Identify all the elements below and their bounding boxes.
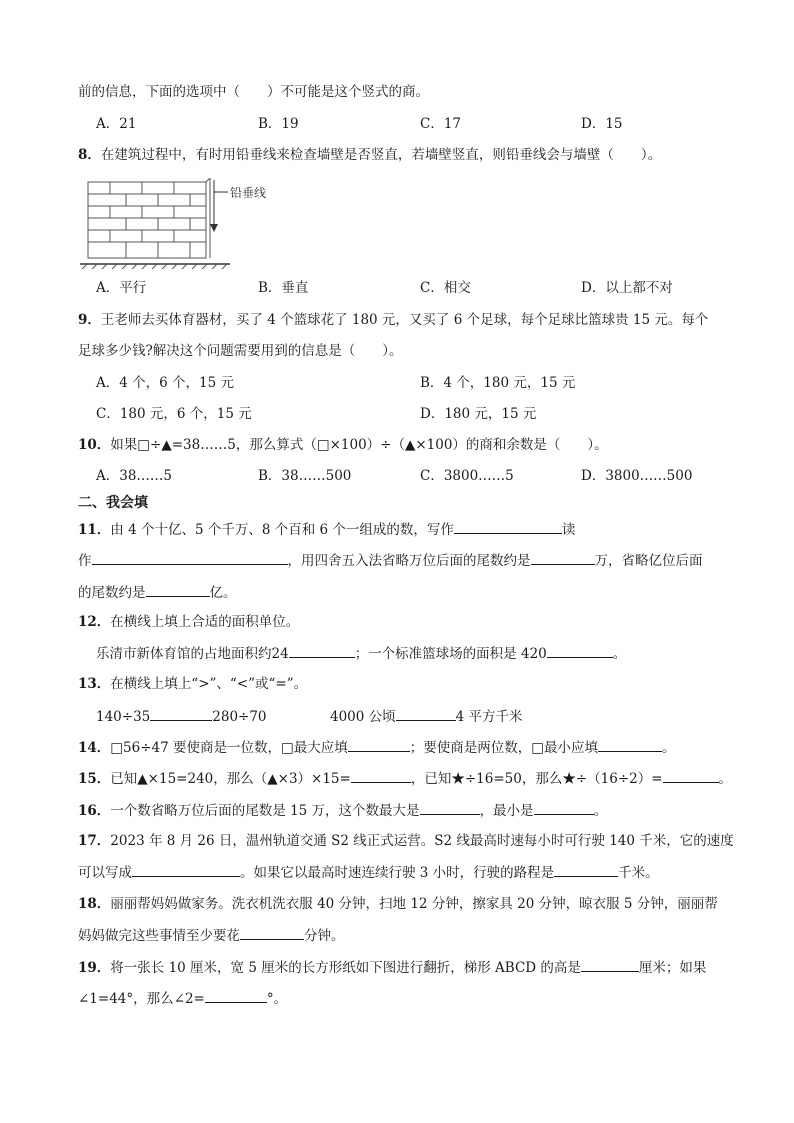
expression: 140÷35 xyxy=(96,709,151,725)
question-text: 可以写成 xyxy=(78,865,132,881)
question-text: 在建筑过程中，有时用铅垂线来检查墙壁是否竖直，若墙壁竖直，则铅垂线会与墙壁（ ）。 xyxy=(100,147,662,163)
question-number: 9． xyxy=(78,312,101,328)
question-16 xyxy=(78,800,607,821)
question-number: 14． xyxy=(78,740,111,756)
answer-blank[interactable] xyxy=(289,643,355,658)
question-text: ；一个标准篮球场的面积是 420 xyxy=(354,646,547,662)
question-17 xyxy=(78,831,734,851)
option-a: A．平行 xyxy=(96,280,147,296)
question-9 xyxy=(78,310,708,330)
question-text: 乐清市新体育馆的占地面积约24 xyxy=(96,646,289,662)
answer-blank[interactable] xyxy=(531,550,595,565)
option-a: A．4 个，6 个，15 元 xyxy=(96,375,234,391)
question-11 xyxy=(78,519,575,540)
question-text: 的尾数约是 xyxy=(78,585,146,601)
question-11-line2 xyxy=(78,550,703,571)
question-text: 亿。 xyxy=(209,585,237,601)
question-text: 一个数省略万位后面的尾数是 15 万，这个数最大是 xyxy=(110,803,420,819)
option-d: D．3800……500 xyxy=(581,468,693,484)
option-d: D．15 xyxy=(581,116,623,132)
question-number: 11． xyxy=(78,522,111,538)
question-text: □56÷47 要使商是一位数，□最大应填 xyxy=(110,740,348,756)
intro-line: 前的信息，下面的选项中（ ）不可能是这个竖式的商。 xyxy=(78,84,429,100)
question-text: 已知▲×15=240，那么（▲×3）×15= xyxy=(110,771,351,787)
question-13 xyxy=(78,674,307,694)
question-17-line2 xyxy=(78,862,659,883)
expression: 280÷70 xyxy=(212,709,267,725)
question-19-line2 xyxy=(78,988,287,1009)
question-text: 王老师去买体育器材，买了 4 个篮球花了 180 元，又买了 6 个足球，每个足球比篮球贵 15 元。每个 xyxy=(100,312,709,328)
answer-blank[interactable] xyxy=(132,862,240,877)
question-text: 2023 年 8 月 26 日，温州轨道交通 S2 线正式运营。S2 线最高时速每小时可行驶 140 千米，它的速度 xyxy=(110,833,734,849)
wall-plumb-line-illustration xyxy=(80,178,280,270)
question-text: 妈妈做完这些事情至少要花 xyxy=(78,928,240,944)
answer-blank[interactable] xyxy=(92,550,288,565)
question-15 xyxy=(78,768,732,789)
question-text: 千米。 xyxy=(618,865,659,881)
option-b: B．4 个，180 元，15 元 xyxy=(420,375,576,391)
option-d: D．180 元，15 元 xyxy=(420,406,537,422)
question-number: 13． xyxy=(78,676,111,692)
question-number: 8． xyxy=(78,147,101,163)
plumb-line-label: 铅垂线 xyxy=(230,186,267,200)
question-text: 作 xyxy=(78,553,92,569)
option-b: B．垂直 xyxy=(258,280,309,296)
option-c: C．180 元，6 个，15 元 xyxy=(96,406,252,422)
option-a: A．38……5 xyxy=(96,468,173,484)
question-text: 丽丽帮妈妈做家务。洗衣机洗衣服 40 分钟，扫地 12 分钟，擦家具 20 分钟，晾衣服 5 分钟，丽丽帮 xyxy=(110,896,718,912)
question-19 xyxy=(78,957,706,978)
question-text: 在横线上填上合适的面积单位。 xyxy=(110,614,300,630)
answer-blank[interactable] xyxy=(420,800,480,815)
question-text: 厘米；如果 xyxy=(638,960,707,976)
answer-blank[interactable] xyxy=(348,737,410,752)
question-13-part2 xyxy=(330,706,523,727)
question-text: 由 4 个十亿、5 个千万、8 个百和 6 个一组成的数，写作 xyxy=(110,522,454,538)
question-text: ，已知★÷16=50，那么★÷（16÷2）= xyxy=(410,771,663,787)
question-text: 如果□÷▲=38……5，那么算式（□×100）÷（▲×100）的商和余数是（ ）。 xyxy=(110,437,608,453)
question-text: ∠1=44°，那么∠2= xyxy=(78,991,205,1007)
section-title: 二、我会填 xyxy=(78,495,148,511)
question-text: 。 xyxy=(662,740,676,756)
answer-blank[interactable] xyxy=(146,582,210,597)
question-9-line2: 足球多少钱?解决这个问题需要用到的信息是（ ）。 xyxy=(78,343,403,359)
question-11-line3 xyxy=(78,582,237,603)
question-18 xyxy=(78,894,718,914)
question-number: 15． xyxy=(78,771,111,787)
question-text: 分钟。 xyxy=(304,928,345,944)
question-text: 万，省略亿位后面 xyxy=(594,553,703,569)
answer-blank[interactable] xyxy=(581,957,639,972)
question-12 xyxy=(78,612,299,632)
answer-blank[interactable] xyxy=(240,925,304,940)
question-text: 读 xyxy=(561,522,576,538)
question-8 xyxy=(78,145,661,165)
answer-blank[interactable] xyxy=(351,768,411,783)
question-18-line2 xyxy=(78,925,345,946)
option-c: C．相交 xyxy=(420,280,471,296)
question-number: 17． xyxy=(78,833,111,849)
answer-blank[interactable] xyxy=(554,862,618,877)
question-text: 将一张长 10 厘米，宽 5 厘米的长方形纸如下图进行翻折，梯形 ABCD 的高是 xyxy=(110,960,581,976)
question-number: 10． xyxy=(78,437,111,453)
option-a: A．21 xyxy=(96,116,137,132)
option-d: D．以上都不对 xyxy=(581,280,673,296)
answer-blank[interactable] xyxy=(598,737,662,752)
question-text: 。 xyxy=(718,771,733,787)
question-12-line2 xyxy=(96,643,626,664)
question-text: ，用四舍五入法省略万位后面的尾数约是 xyxy=(287,553,531,569)
answer-blank[interactable] xyxy=(396,706,456,721)
question-text: 。如果它以最高时速连续行驶 3 小时，行驶的路程是 xyxy=(240,865,555,881)
question-text: 在横线上填上“>”、“<”或“=”。 xyxy=(110,676,308,692)
answer-blank[interactable] xyxy=(547,643,613,658)
option-b: B．19 xyxy=(258,116,299,132)
question-number: 19． xyxy=(78,960,111,976)
question-text: 。 xyxy=(593,803,608,819)
option-c: C．17 xyxy=(420,116,462,132)
answer-blank[interactable] xyxy=(205,988,267,1003)
question-10 xyxy=(78,435,608,455)
expression: 4 平方千米 xyxy=(455,709,523,725)
question-13-line2 xyxy=(96,706,267,727)
question-text: 。 xyxy=(612,646,627,662)
question-number: 18． xyxy=(78,896,111,912)
option-b: B．38……500 xyxy=(258,468,352,484)
question-14 xyxy=(78,737,676,758)
answer-blank[interactable] xyxy=(663,768,719,783)
answer-blank[interactable] xyxy=(534,800,594,815)
option-c: C．3800……5 xyxy=(420,468,514,484)
expression: 4000 公顷 xyxy=(330,709,396,725)
question-text: °。 xyxy=(266,991,288,1007)
brick-wall-figure xyxy=(80,178,280,270)
question-number: 12． xyxy=(78,614,111,630)
answer-blank[interactable] xyxy=(454,519,562,534)
question-text: ，最小是 xyxy=(479,803,534,819)
answer-blank[interactable] xyxy=(150,706,212,721)
question-number: 16． xyxy=(78,803,111,819)
question-text: ；要使商是两位数，□最小应填 xyxy=(409,740,599,756)
